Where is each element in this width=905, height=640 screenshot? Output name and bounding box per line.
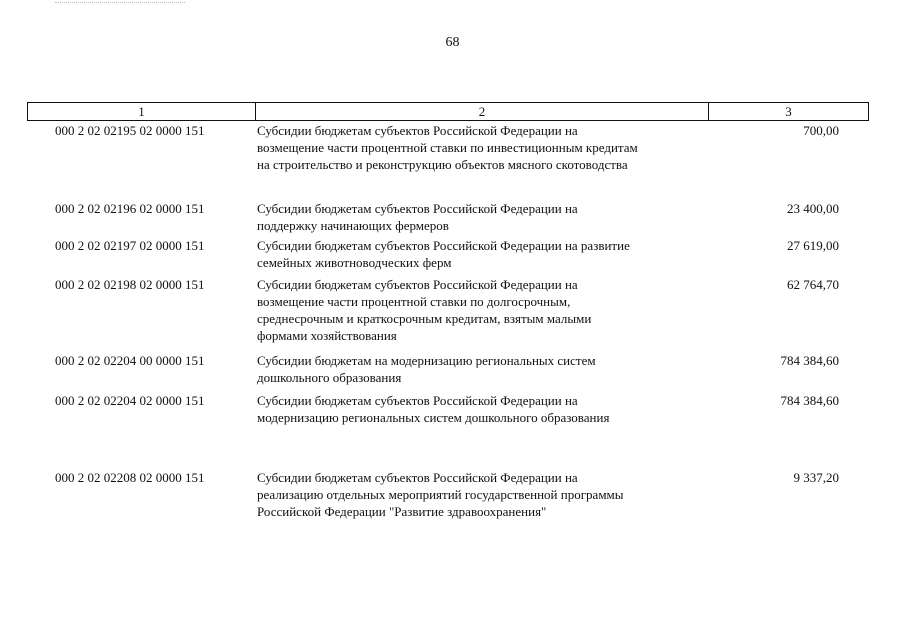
row-amount: 9 337,20 [793,470,839,485]
row-code: 000 2 02 02195 02 0000 151 [55,123,205,138]
header-col-2: 2 [256,103,709,120]
row-amount: 784 384,60 [780,353,839,368]
desc-line: модернизацию региональных систем дошкольного образования [257,410,610,425]
row-code: 000 2 02 02204 02 0000 151 [55,393,205,408]
desc-line: семейных животноводческих ферм [257,255,452,270]
row-code: 000 2 02 02198 02 0000 151 [55,277,205,292]
desc-line: на строительство и реконструкцию объектов мясного скотоводства [257,157,628,172]
row-description [257,122,707,173]
desc-line: Субсидии бюджетам субъектов Российской Федерации на [257,201,578,216]
header-col-3: 3 [785,104,792,119]
desc-line: поддержку начинающих фермеров [257,218,449,233]
row-amount: 700,00 [803,123,839,138]
desc-line: возмещение части процентной ставки по долгосрочным, [257,294,571,309]
row-code: 000 2 02 02197 02 0000 151 [55,238,205,253]
desc-line: Субсидии бюджетам субъектов Российской Федерации на [257,470,578,485]
row-description [257,237,707,271]
row-amount: 62 764,70 [787,277,839,292]
row-description [257,352,707,386]
row-amount: 23 400,00 [787,201,839,216]
row-description [257,200,707,234]
desc-line: возмещение части процентной ставки по инвестиционным кредитам [257,140,638,155]
desc-line: Субсидии бюджетам субъектов Российской Федерации на [257,123,578,138]
header-col-1: 1 [28,103,256,120]
desc-line: среднесрочным и краткосрочным кредитам, взятым малыми [257,311,592,326]
row-code: 000 2 02 02196 02 0000 151 [55,201,205,216]
page-number: 68 [445,35,460,50]
desc-line: Субсидии бюджетам субъектов Российской Федерации на развитие [257,238,630,253]
scan-artifact [55,2,185,4]
desc-line: дошкольного образования [257,370,402,385]
row-amount: 27 619,00 [787,238,839,253]
desc-line: реализацию отдельных мероприятий государственной программы [257,487,624,502]
desc-line: Российской Федерации "Развитие здравоохранения" [257,504,547,519]
row-description [257,276,707,344]
row-description [257,392,707,426]
desc-line: Субсидии бюджетам субъектов Российской Федерации на [257,393,578,408]
row-amount: 784 384,60 [780,393,839,408]
desc-line: Субсидии бюджетам субъектов Российской Федерации на [257,277,578,292]
desc-line: Субсидии бюджетам на модернизацию региональных систем [257,353,596,368]
table-header [27,102,869,121]
row-code: 000 2 02 02204 00 0000 151 [55,353,205,368]
desc-line: формами хозяйствования [257,328,397,343]
row-description [257,469,707,520]
row-code: 000 2 02 02208 02 0000 151 [55,470,205,485]
